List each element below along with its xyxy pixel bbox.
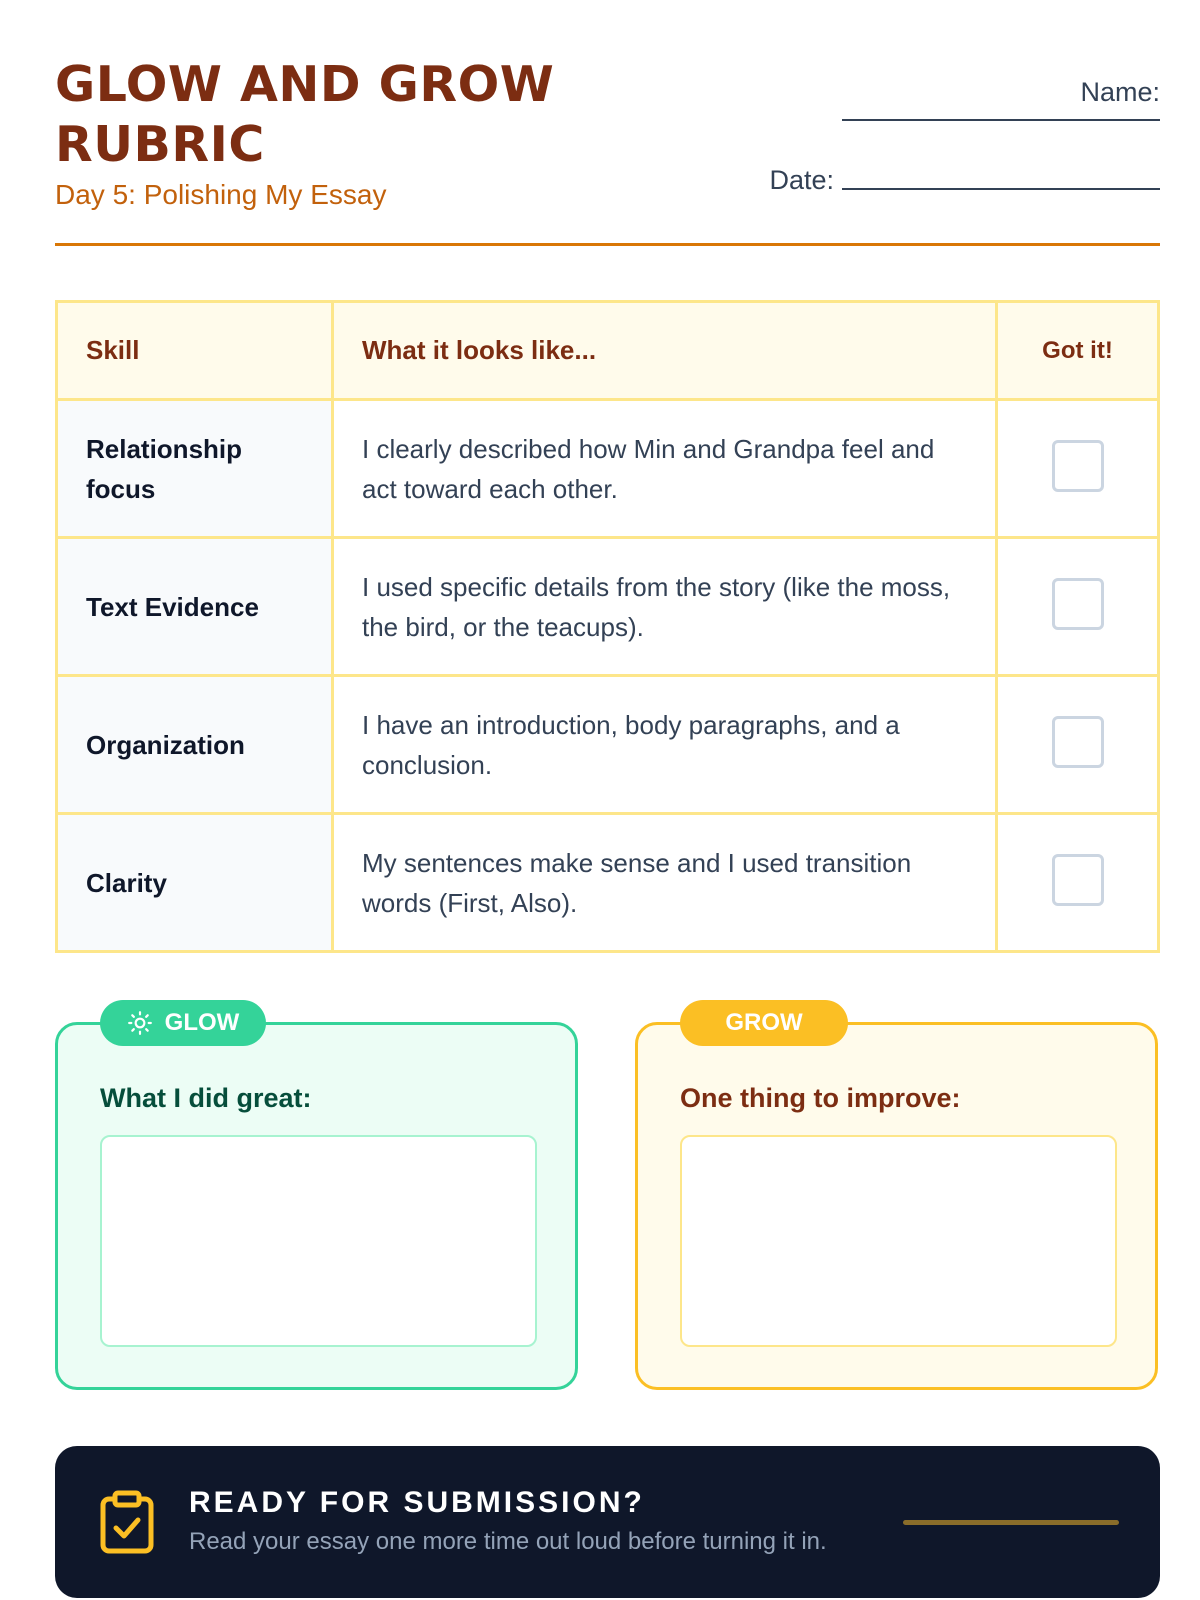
grow-badge bbox=[680, 1000, 848, 1046]
table-header-row bbox=[57, 302, 1159, 400]
got-it-checkbox[interactable] bbox=[1052, 854, 1104, 906]
banner-signature-line bbox=[903, 1520, 1119, 1525]
grow-badge-label: GROW bbox=[725, 1009, 803, 1036]
header-divider bbox=[55, 243, 1160, 246]
glow-answer-box[interactable] bbox=[100, 1135, 537, 1347]
skill-cell: Relationship focus bbox=[57, 400, 333, 538]
banner-subtitle: Read your essay one more time out loud before turning it in. bbox=[189, 1528, 827, 1555]
grow-prompt: One thing to improve: bbox=[680, 1083, 961, 1113]
column-header-description: What it looks like... bbox=[333, 302, 997, 400]
clipboard-check-icon bbox=[99, 1490, 155, 1554]
glow-badge bbox=[100, 1000, 266, 1046]
check-cell bbox=[997, 538, 1159, 676]
got-it-checkbox[interactable] bbox=[1052, 716, 1104, 768]
date-line bbox=[842, 188, 1160, 190]
check-cell bbox=[997, 400, 1159, 538]
skill-cell: Organization bbox=[57, 676, 333, 814]
name-field[interactable] bbox=[830, 71, 1160, 121]
page-subtitle: Day 5: Polishing My Essay bbox=[55, 179, 387, 210]
rubric-table bbox=[55, 300, 1160, 953]
glow-badge-label: GLOW bbox=[164, 1009, 240, 1036]
table-row bbox=[57, 538, 1159, 676]
date-label: Date: bbox=[769, 165, 834, 195]
name-line bbox=[842, 119, 1160, 121]
skill-cell: Text Evidence bbox=[57, 538, 333, 676]
description-cell: I clearly described how Min and Grandpa feel and act toward each other. bbox=[333, 400, 997, 538]
table-row bbox=[57, 814, 1159, 952]
column-header-got-it: Got it! bbox=[997, 302, 1159, 400]
glow-prompt: What I did great: bbox=[100, 1083, 312, 1113]
grow-answer-box[interactable] bbox=[680, 1135, 1117, 1347]
description-cell: I have an introduction, body paragraphs, and a conclusion. bbox=[333, 676, 997, 814]
rubric-page bbox=[55, 0, 1160, 1600]
description-cell: I used specific details from the story (like the moss, the bird, or the teacups). bbox=[333, 538, 997, 676]
column-header-skill: Skill bbox=[57, 302, 333, 400]
submission-banner bbox=[55, 1446, 1160, 1598]
check-cell bbox=[997, 814, 1159, 952]
check-cell bbox=[997, 676, 1159, 814]
table-row bbox=[57, 676, 1159, 814]
sun-icon bbox=[127, 1010, 153, 1036]
skill-cell: Clarity bbox=[57, 814, 333, 952]
got-it-checkbox[interactable] bbox=[1052, 440, 1104, 492]
name-label: Name: bbox=[1080, 77, 1160, 107]
grow-card bbox=[635, 1009, 1158, 1390]
got-it-checkbox[interactable] bbox=[1052, 578, 1104, 630]
glow-card bbox=[55, 1009, 578, 1390]
header bbox=[55, 55, 1160, 245]
banner-title: READY FOR SUBMISSION? bbox=[189, 1486, 645, 1519]
table-row bbox=[57, 400, 1159, 538]
page-title: GLOW AND GROW RUBRIC bbox=[55, 56, 555, 173]
date-field[interactable] bbox=[769, 165, 1160, 196]
description-cell: My sentences make sense and I used transition words (First, Also). bbox=[333, 814, 997, 952]
